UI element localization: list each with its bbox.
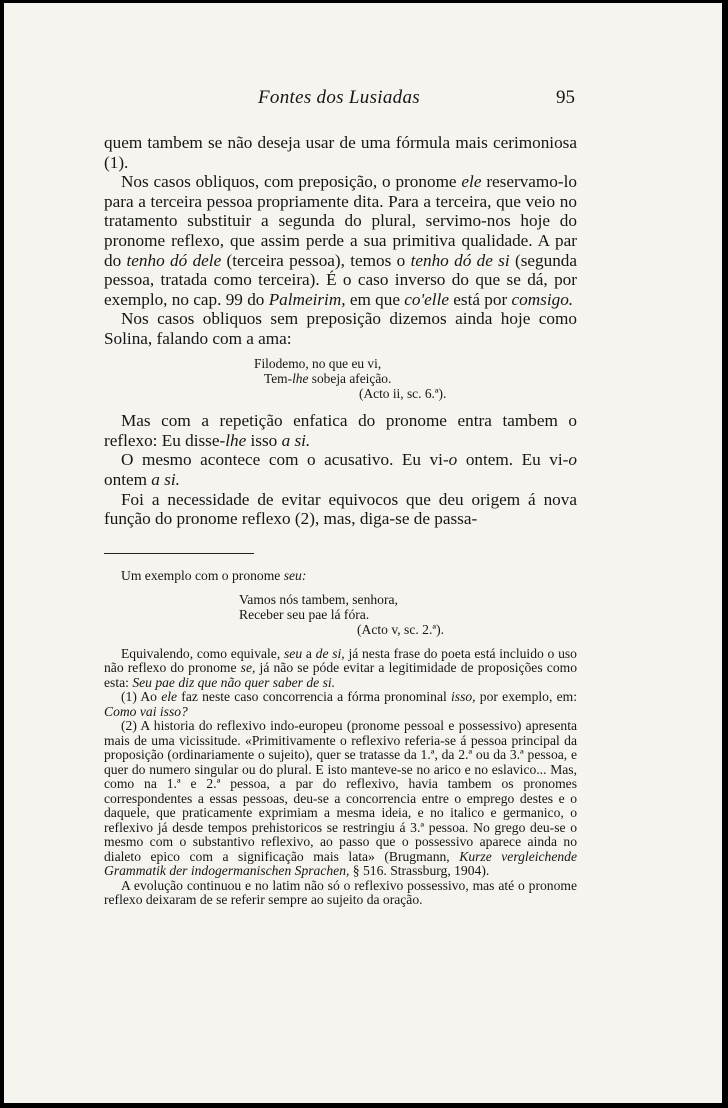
text-run: reservamo-lo para a terceira pessoa propriamente dita. Para a terceira, que veio no tratamento substituir a segunda do plural, servimo-nos hoje do pronome reflexo, que assim perde a sua primitiva qualidade. A par do [104,172,577,270]
italic-run: tenho dó dele [126,250,222,270]
footnote-divider [104,553,254,554]
text-run: está por [448,289,512,309]
footnote-1 [104,690,577,719]
text-run: já nesta frase do poeta está incluido o uso não reflexo do pronome [104,645,577,675]
italic-run: ele [161,689,178,704]
italic-run: a si. [281,430,311,450]
paragraph-5 [104,450,577,489]
verse-quote-2 [239,592,577,637]
italic-run: a si. [151,469,180,489]
text-run: Mas com a repetição enfatica do pronome entra tambem o reflexo: Eu disse- [104,411,577,450]
text-run: em que [345,289,405,309]
italic-run: co'elle [404,289,449,309]
text-run: por exemplo, em: [475,689,577,704]
main-text [104,133,577,529]
text-run: (2) A historia do reflexivo indo-europeu (pronome pessoal e possessivo) apresenta mais de uma vicissitude. «Primitivamente o reflexivo referia-se á pessoa principal da proposição (ordinariamente o sujeito), quer se tratasse da 1.ª, da 2.ª ou da 3.ª pessoa, e quer do numero singular ou do plural. E isto manteve-se no arico e no eslavico... Mas, como na 1.ª e 2.ª pessoa, a par do reflexivo, havia tambem os pronomes correspondentes a essas pessoas, deu-se a concorrencia entre o emprego destes e o daquele, que praticamente exprimiam a mesma ideia, e no italico e germanico, o reflexivo já desde tempos prehistoricos se restringiu á 3.ª pessoa. No grego deu-se o mesmo com o substantivo reflexivo, ao passo que o possessivo aparece ainda no dialeto epico com a significação mais lata» (Brugmann, [104,718,577,864]
footnote-paragraph: A evolução continuou e no latim não só o reflexivo possessivo, mas até o pronome reflexo deixaram de se referir sempre ao sujeito da oração. [104,877,577,907]
page-number: 95 [556,87,575,108]
paragraph-1: quem tambem se não deseja usar de uma fórmula mais cerimoniosa (1). [104,133,577,172]
italic-run: seu: [283,568,307,583]
book-page [4,3,722,1103]
text-run: ontem. Eu vi- [457,450,569,470]
italic-run: tenho dó de si [410,250,510,270]
italic-run: o [448,450,458,470]
italic-run: Kurze vergleichende Grammatik der indogermanischen Sprachen, [104,848,577,878]
italic-run: Como vai isso? [104,703,188,719]
verse-line: Filodemo, no que eu vi, [254,355,382,371]
text-run: sobeja afeição. [308,370,392,386]
italic-run: lhe [225,430,247,450]
text-run: Nos casos obliquos, com preposição, o pronome [121,172,462,192]
verse-line: Vamos nós tambem, senhora, [239,591,398,607]
page-header [4,87,722,113]
italic-run: se, [240,660,256,675]
text-run: isso [246,430,282,450]
italic-run: seu [284,645,303,661]
paragraph-6: Foi a necessidade de evitar equivocos que deu origem á nova função do pronome reflexo (2), mas, diga-se de passa- [104,489,577,529]
text-run: já não se póde evitar a legitimidade de proposições como esta: [104,660,577,690]
italic-run: Palmeirim, [268,289,346,309]
verse-quote-1 [254,356,577,402]
italic-run: isso, [451,689,476,704]
paragraph-2 [104,172,577,309]
text-run: (terceira pessoa), temos o [221,250,411,270]
paragraph-3: Nos casos obliquos sem preposição dizemos ainda hoje como Solina, falando com a ama: [104,309,577,348]
italic-run: de si, [315,645,345,661]
italic-run: o [568,450,577,470]
footnote-2 [104,719,577,879]
italic-run: comsigo. [511,289,574,309]
footnotes [104,569,577,908]
italic-run: ele [461,172,482,192]
verse-line: Receber seu pae lá fóra. [239,606,370,622]
text-run: faz neste caso concorrencia a fórma pronominal [177,689,451,704]
text-run: a [302,645,316,661]
verse-reference: (Acto v, sc. 2.ª). [357,621,445,637]
text-run: Um exemplo com o pronome [121,568,284,583]
text-run: (segunda pessoa, tratada como terceira). É o caso inverso do que se dá, por exemplo, no cap. 99 do [104,250,578,309]
italic-run: lhe [292,370,309,386]
text-run: (1) Ao [121,689,162,704]
text-run: O mesmo acontece com o acusativo. Eu vi- [121,450,449,470]
footnote-paragraph [104,647,577,691]
verse-reference: (Acto ii, sc. 6.ª). [359,385,447,401]
verse-line [254,371,577,386]
footnote-continuation [104,569,577,584]
running-title: Fontes dos Lusiadas [258,87,420,108]
paragraph-4 [104,411,577,450]
text-run: ontem [104,469,152,489]
italic-run: Seu pae diz que não quer saber de si. [132,674,336,690]
text-run: Tem- [264,370,293,386]
text-run: Equivalendo, como equivale, [121,645,284,661]
text-run: § 516. Strassburg, 1904). [349,863,490,878]
